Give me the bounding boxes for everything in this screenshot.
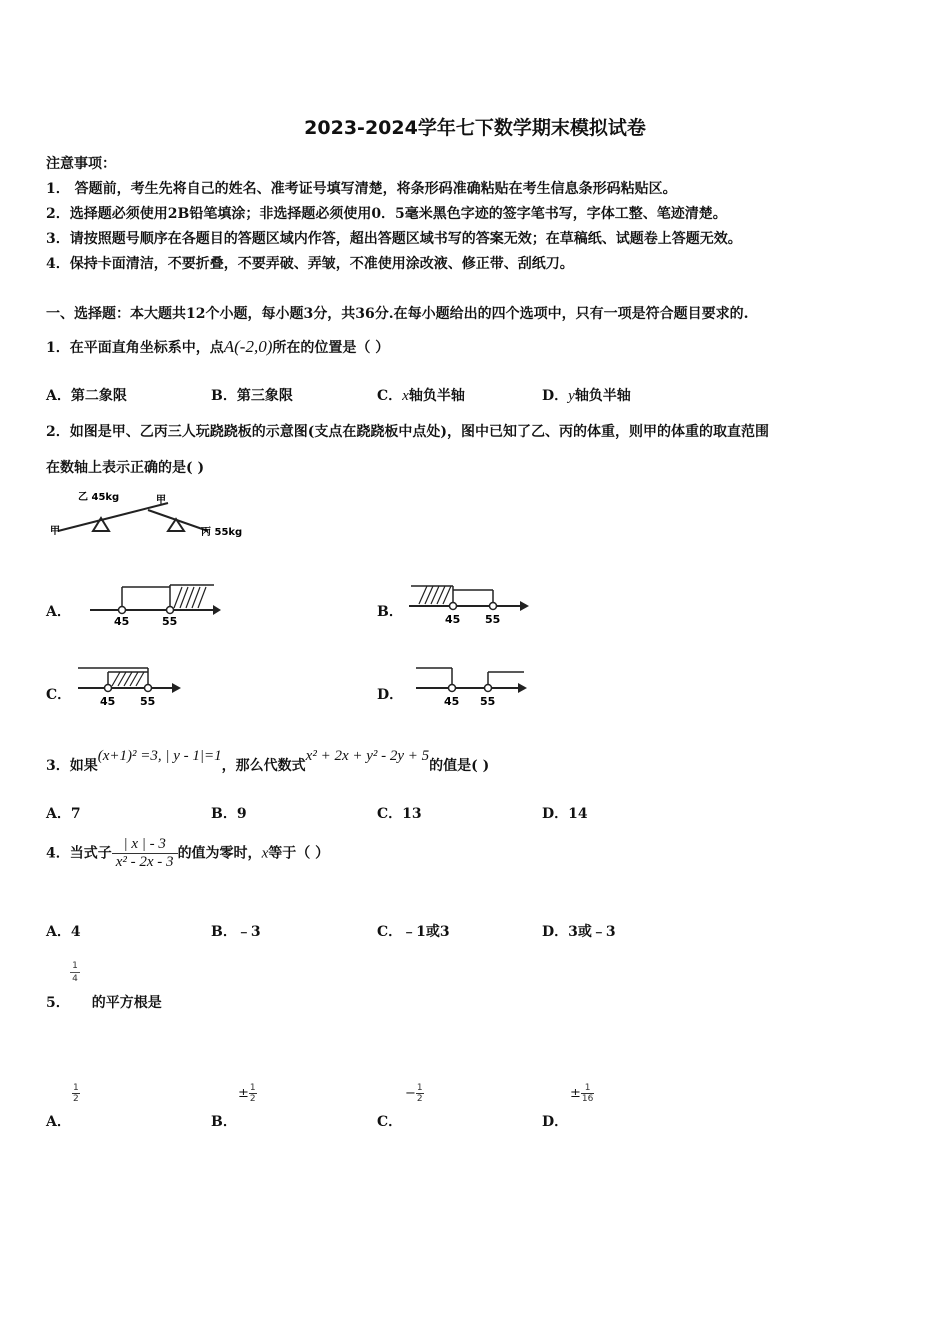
q2-option-b-numberline[interactable]: [405, 580, 535, 628]
question-2-line2: 在数轴上表示正确的是( ): [46, 460, 205, 476]
notice-item-2: 2．选择题必须使用2B铅笔填涂；非选择题必须使用0．5毫米黑色字迹的签字笔书写，字体工整、笔迹清楚。: [46, 206, 727, 222]
q2-option-a-numberline[interactable]: [88, 578, 223, 626]
seesaw-right-heavy: 丙 55kg: [201, 527, 243, 538]
option-den: 2: [249, 1094, 256, 1104]
q2-option-c-label[interactable]: C．: [46, 687, 72, 703]
option-num: 1: [249, 1083, 256, 1093]
option-label: B．: [211, 1114, 237, 1130]
q1-option-d[interactable]: [542, 385, 631, 405]
option-text: 第三象限: [236, 388, 293, 404]
page-title: 2023-2024学年七下数学期末模拟试卷: [304, 117, 646, 139]
notice-heading: 注意事项：: [46, 156, 116, 172]
seesaw-right: [148, 494, 242, 538]
q3-option-d[interactable]: [542, 803, 588, 823]
q1-pre: 1．在平面直角坐标系中，点: [46, 340, 224, 356]
q4-pre: 4．当式子: [46, 845, 112, 862]
q2-option-c-numberline[interactable]: [74, 662, 184, 710]
q3-post: 的值是( ): [429, 758, 490, 774]
q4-option-a[interactable]: [46, 921, 81, 941]
q5-pre: 5．: [46, 995, 70, 1011]
q5-option-a[interactable]: [46, 1111, 71, 1131]
option-text: 14: [568, 806, 588, 822]
q2-option-d-numberline[interactable]: [412, 662, 537, 710]
q3-option-c[interactable]: [377, 803, 422, 823]
q4-denominator: x² - 2x - 3: [115, 854, 174, 870]
option-label: B．: [211, 924, 237, 940]
q5-option-a-value: [72, 1083, 80, 1104]
option-label: A．: [46, 924, 71, 940]
option-fraction: [581, 1083, 594, 1104]
q3-mid: ，那么代数式: [221, 758, 306, 774]
q5-option-d[interactable]: [542, 1111, 568, 1131]
option-num: 1: [416, 1083, 423, 1093]
option-text: 7: [70, 806, 81, 822]
option-label: D．: [542, 924, 569, 940]
option-num: 1: [73, 1083, 79, 1093]
option-label: D．: [542, 388, 569, 404]
option-num: 1: [581, 1083, 594, 1094]
question-5: [46, 992, 162, 1012]
tick-45: 45: [445, 613, 461, 626]
option-label: D．: [542, 1114, 569, 1130]
option-text: 第二象限: [70, 388, 127, 404]
section-heading: 一、选择题：本大题共12个小题，每小题3分，共36分.在每小题给出的四个选项中，只有一项是符合题目要求的.: [46, 306, 749, 322]
option-fraction: [249, 1083, 257, 1104]
q1-option-a[interactable]: [46, 385, 127, 405]
option-label: B．: [211, 806, 237, 822]
tick-45: 45: [444, 695, 460, 708]
option-den: 2: [416, 1094, 423, 1104]
option-text: ﹣1或3: [402, 924, 450, 940]
notice-item-4: 4．保持卡面清洁，不要折叠，不要弄破、弄皱，不准使用涂改液、修正带、刮纸刀。: [46, 256, 574, 272]
option-label: A．: [46, 1114, 71, 1130]
question-3: [46, 745, 490, 774]
question-4: [46, 836, 329, 871]
tick-55: 55: [140, 695, 156, 708]
q5-post: 的平方根是: [91, 995, 162, 1011]
option-text: 13: [402, 806, 422, 822]
q4-var: x: [261, 845, 269, 862]
q4-mid: 的值为零时，: [177, 845, 262, 862]
option-label: A．: [46, 806, 71, 822]
notice-item-3: 3．请按照题号顺序在各题目的答题区域内作答，超出答题区域书写的答案无效；在草稿纸、试题卷上答题无效。: [46, 231, 742, 247]
option-label: B．: [211, 388, 237, 404]
q1-post: 所在的位置是（ ）: [272, 340, 390, 356]
notice-item-1: 1． 答题前，考生先将自己的姓名、准考证号填写清楚，将条形码准确粘贴在考生信息条形码粘贴区。: [46, 181, 677, 197]
option-fraction: [72, 1083, 80, 1104]
q5-option-c[interactable]: [377, 1111, 402, 1131]
tick-55: 55: [480, 695, 496, 708]
seesaw-left: [50, 491, 168, 537]
option-label: C．: [377, 806, 403, 822]
tick-55: 55: [485, 613, 501, 626]
q2-option-a-label[interactable]: A．: [46, 604, 71, 620]
q5-denominator: 4: [72, 974, 78, 984]
option-label: C．: [377, 924, 403, 940]
q3-pre: 3．如果: [46, 758, 98, 774]
option-sign: ±: [570, 1086, 581, 1101]
seesaw-left-light: 甲: [50, 526, 60, 537]
option-sign: −: [405, 1086, 416, 1101]
q5-numerator: 1: [70, 961, 80, 973]
q5-option-c-value: [405, 1083, 424, 1104]
option-label: C．: [377, 388, 403, 404]
q5-option-d-value: [570, 1083, 594, 1104]
option-fraction: [416, 1083, 424, 1104]
q3-condition: (x+1)² =3, | y - 1|=1: [97, 748, 222, 764]
option-text: 轴负半轴: [574, 388, 631, 404]
q4-post: 等于（ ）: [268, 845, 330, 862]
seesaw-left-heavy: 乙 45kg: [78, 492, 120, 503]
tick-45: 45: [100, 695, 116, 708]
tick-55: 55: [162, 615, 178, 626]
question-1: [46, 337, 389, 357]
q5-option-b-value: [238, 1083, 257, 1104]
option-label: C．: [377, 1114, 403, 1130]
option-label: A．: [46, 388, 71, 404]
q1-option-b[interactable]: [211, 385, 293, 405]
q1-option-c[interactable]: [377, 385, 465, 405]
question-2-line1: 2．如图是甲、乙丙三人玩跷跷板的示意图(支点在跷跷板中点处)，图中已知了乙、丙的体重，则甲的体重的取直范围: [46, 424, 769, 440]
q4-fraction: [112, 836, 178, 871]
option-den: 16: [581, 1094, 594, 1104]
option-text: 4: [70, 924, 81, 940]
option-sign: ±: [238, 1086, 249, 1101]
option-var: y: [568, 388, 575, 404]
seesaw-right-light: 甲: [156, 495, 166, 506]
option-var: x: [402, 388, 409, 404]
q5-option-b[interactable]: [211, 1111, 237, 1131]
option-text: ﹣3: [236, 924, 261, 940]
q2-option-d-label[interactable]: D．: [377, 687, 404, 703]
q4-numerator: | x | - 3: [112, 836, 178, 854]
seesaw-figure: [48, 488, 253, 543]
option-label: D．: [542, 806, 569, 822]
option-text: 轴负半轴: [408, 388, 465, 404]
q2-option-b-label[interactable]: B．: [377, 604, 403, 620]
option-text: 3或﹣3: [568, 924, 616, 940]
option-den: 2: [73, 1094, 79, 1104]
q3-option-b[interactable]: [211, 803, 247, 823]
tick-45: 45: [114, 615, 130, 626]
q3-expression: x² + 2x + y² - 2y + 5: [305, 748, 430, 764]
q4-option-b[interactable]: [211, 921, 261, 941]
option-text: 9: [236, 806, 247, 822]
q4-option-d[interactable]: [542, 921, 616, 941]
q4-option-c[interactable]: [377, 921, 450, 941]
q3-option-a[interactable]: [46, 803, 81, 823]
q1-math: A(-2,0): [223, 337, 273, 356]
